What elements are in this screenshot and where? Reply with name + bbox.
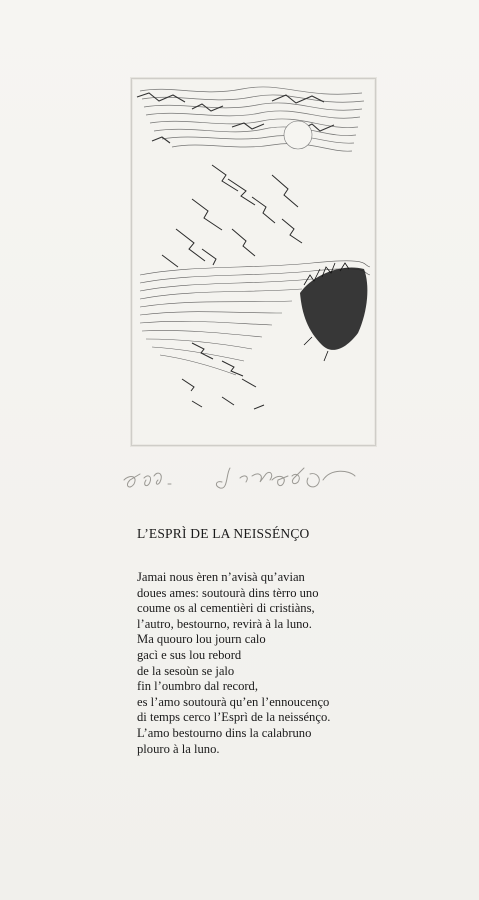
poem-line: Jamai nous èren n’avisà qu’avian [137,570,305,584]
etching-illustration [132,79,375,445]
poem-body [137,570,330,757]
poem-line: di temps cerco l’Esprì de la neissénço. [137,710,331,725]
moon [284,121,312,149]
poem-line: doues ames: soutourà dins tèrro uno [137,585,319,600]
poem-line: Ma quouro lou journ calo [137,632,266,647]
etching-plate [131,78,376,446]
poem-line: gacì e sus lou rebord [137,647,242,662]
poem-line: es l’amo soutourà qu’en l’ennoucenço [137,694,330,709]
pencil-signature [120,458,370,498]
poem-line: l’autro, bestourno, revirà à la luno. [137,616,312,631]
poem-line: coume os al cementièri di cristiàns, [137,601,315,616]
poem-line: L’amo bestourno dins la calabruno [137,725,312,740]
poem-line: de la sesoùn se jalo [137,663,235,678]
poem-line: fin l’oumbro dal record, [137,679,258,694]
poem-line: plouro à la luno. [137,741,220,756]
poem-title: L’ESPRÌ DE LA NEISSÉNÇO [137,526,310,541]
